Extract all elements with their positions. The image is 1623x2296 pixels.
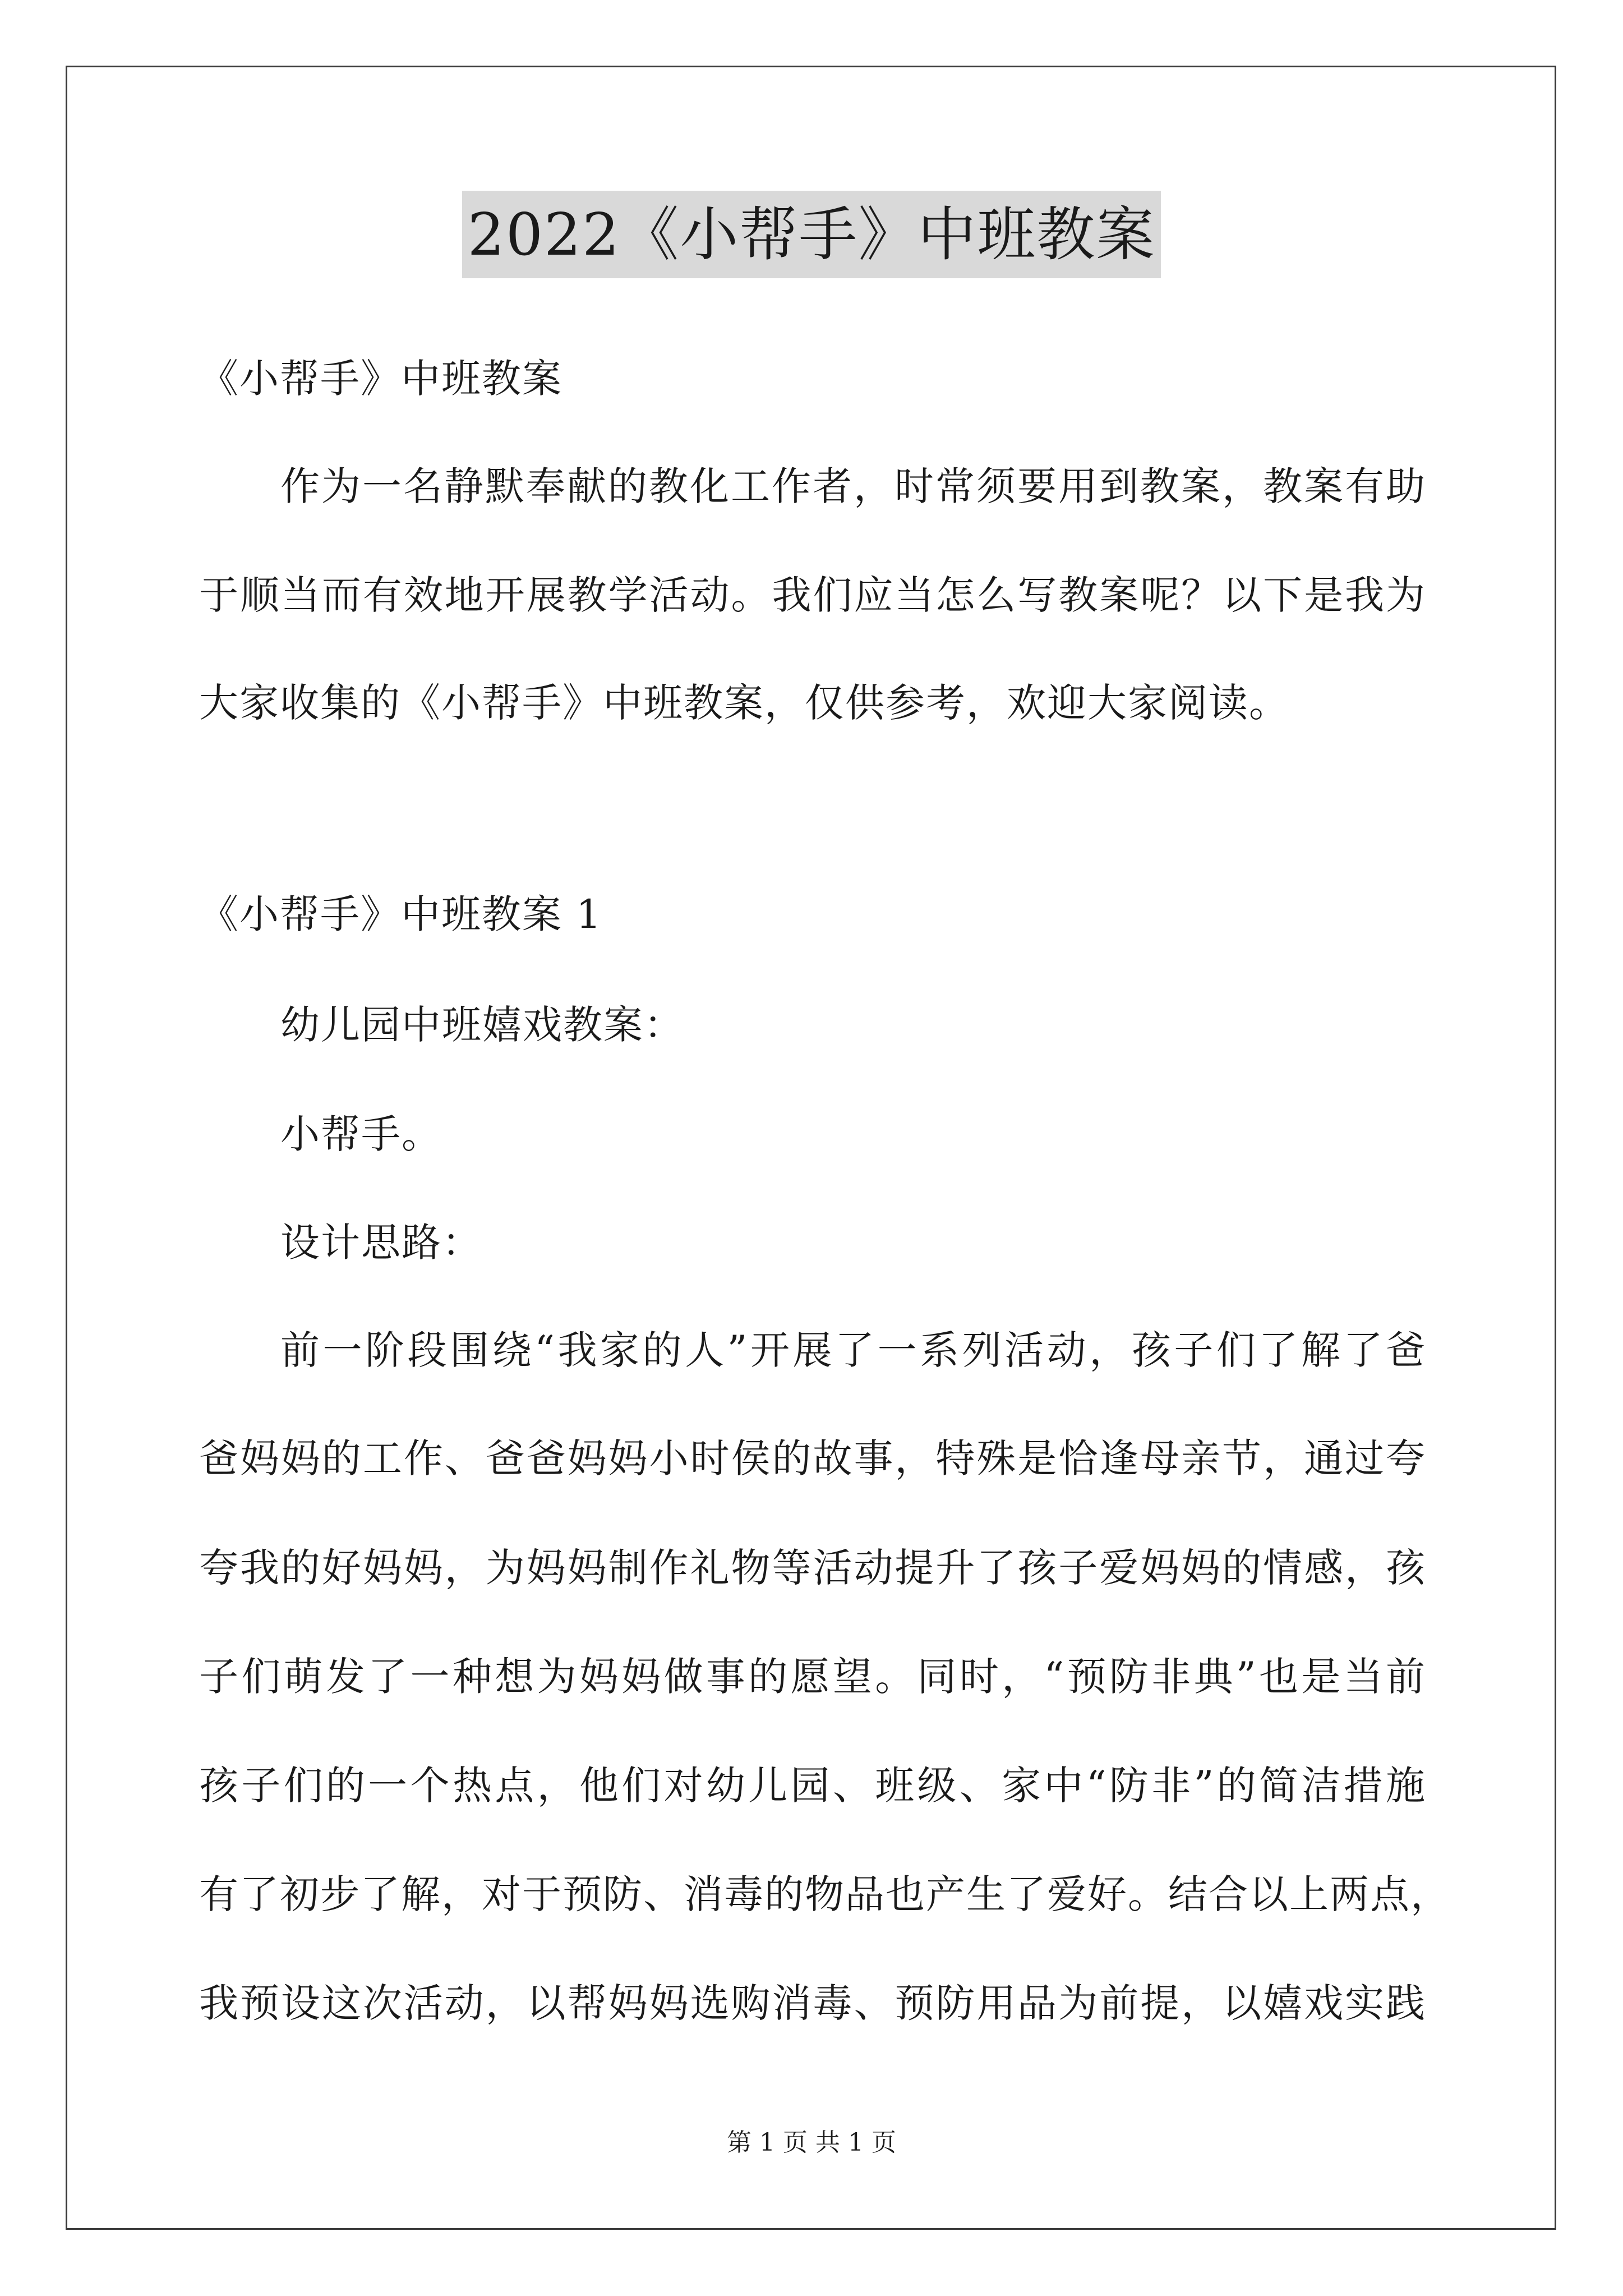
body-line-3: 夸我的好妈妈，为妈妈制作礼物等活动提升了孩子爱妈妈的情感，孩 bbox=[199, 1545, 1426, 1591]
document-subtitle: 《小帮手》中班教案 bbox=[199, 356, 562, 402]
intro-line-1: 作为一名静默奉献的教化工作者，时常须要用到教案，教案有助 bbox=[280, 463, 1426, 509]
game-name: 小帮手。 bbox=[280, 1111, 442, 1157]
section-heading: 《小帮手》中班教案 1 bbox=[199, 891, 602, 937]
design-label: 设计思路： bbox=[280, 1220, 482, 1266]
body-line-6: 有了初步了解，对于预防、消毒的物品也产生了爱好。结合以上两点， bbox=[199, 1871, 1451, 1917]
intro-line-2: 于顺当而有效地开展教学活动。我们应当怎么写教案呢？以下是我为 bbox=[199, 572, 1426, 618]
page-footer: 第 1 页 共 1 页 bbox=[727, 2128, 896, 2157]
body-line-5: 孩子们的一个热点，他们对幼儿园、班级、家中“防非”的简洁措施 bbox=[199, 1763, 1426, 1809]
body-line-1: 前一阶段围绕“我家的人”开展了一系列活动，孩子们了解了爸 bbox=[280, 1327, 1426, 1373]
title-wrap bbox=[0, 191, 1623, 278]
body-line-2: 爸妈妈的工作、爸爸妈妈小时侯的故事，特殊是恰逢母亲节，通过夸 bbox=[199, 1435, 1426, 1481]
document-title: 2022《小帮手》中班教案 bbox=[462, 191, 1161, 278]
body-line-4: 子们萌发了一种想为妈妈做事的愿望。同时，“预防非典”也是当前 bbox=[199, 1654, 1426, 1700]
body-line-7: 我预设这次活动，以帮妈妈选购消毒、预防用品为前提，以嬉戏实践 bbox=[199, 1980, 1426, 2026]
game-label: 幼儿园中班嬉戏教案： bbox=[280, 1002, 684, 1048]
intro-line-3: 大家收集的《小帮手》中班教案，仅供参考，欢迎大家阅读。 bbox=[199, 680, 1289, 726]
